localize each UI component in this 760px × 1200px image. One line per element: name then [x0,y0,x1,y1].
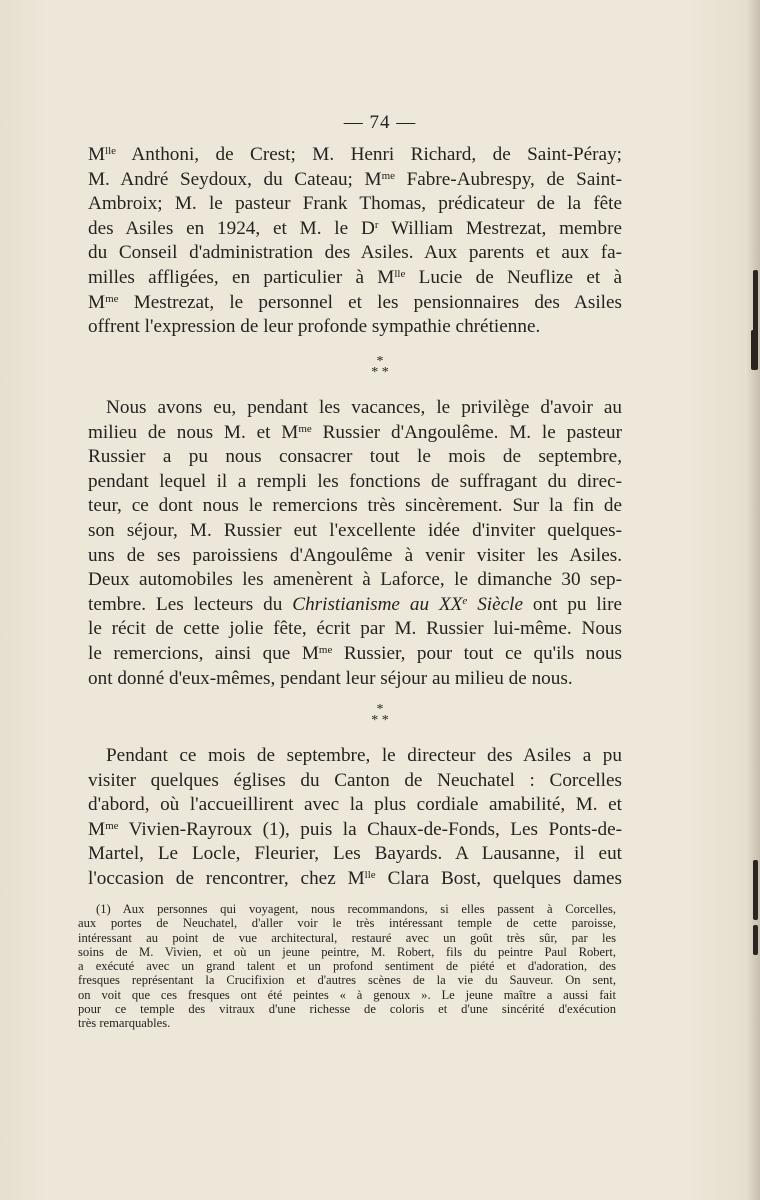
footnote-line: pour ce temple des vitraux d'une richesse de coloris et d'une sincérité d'exécution [78,1002,616,1017]
section-separator-asterism: * * * [371,354,389,380]
text-line: Nous avons eu, pendant les vacances, le privilège d'avoir au [106,397,622,418]
text-line: offrent l'expression de leur profonde sympathie chrétienne. [88,316,541,338]
paragraph-3 [88,744,622,892]
text-line: d'abord, où l'accueillirent avec la plus cordiale amabilité, M. et [88,794,622,816]
footnote-line: soins de M. Vivien, et où un jeune peintre, M. Robert, fils du peintre Paul Robert, [78,944,616,959]
text-line: ont donné d'eux-mêmes, pendant leur séjour au milieu de nous. [88,667,573,689]
text-line: teur, ce dont nous le remercions très sincèrement. Sur la fin de [88,495,622,517]
page-edge-shadow [746,0,760,1200]
page-edge-mark [753,925,758,955]
text-line: $M^{me}$ Vivien-Rayroux (1), puis la Chaux-de-Fonds, Les Ponts-de- [88,818,622,840]
text-line: Ambroix; M. le pasteur Frank Thomas, prédicateur de la fête [88,193,622,215]
page-edge-mark [753,860,758,920]
text-line: Pendant ce mois de septembre, le directeur des Asiles a pu [106,745,622,766]
footnote-line: (1) Aux personnes qui voyagent, nous recommandons, si elles passent à Corcelles, [96,902,616,916]
text-line: visiter quelques églises du Canton de Neuchatel : Corcelles [88,769,622,791]
text-line: $M^{lle}$ Anthoni, de Crest; M. Henri Richard, de Saint-Péray; [88,144,622,165]
footnote-line: a exécuté avec un grand talent et un profond sentiment de piété et d'adoration, des [78,959,616,974]
footnote [78,902,616,1031]
text-line: le récit de cette jolie fête, écrit par M. Russier lui-même. Nous [88,618,622,640]
paragraph-1 [88,143,622,340]
paragraph-2 [88,396,622,691]
footnote-line: aux portes de Neuchatel, d'aller voir le très intéressant temple de cette paroisse, [78,916,616,931]
text-line: tembre. Les lecteurs du Christianisme au XXe Siècle ont pu lire [88,593,622,615]
footnote-line: fresques représentant la Crucifixion et d'autres scènes de la vie du Sauveur. On sent, [78,973,616,988]
footnote-line: intéressant au point de vue architectural, restauré avec un goût très sûr, par les [78,930,616,945]
text-line: Russier a pu nous consacrer tout le mois de septembre, [88,446,622,468]
text-line: le remercions, ainsi que $M^{me}$ Russier, pour tout ce qu'ils nous [88,642,622,664]
text-line: son séjour, M. Russier eut l'excellente idée d'inviter quelques- [88,519,622,541]
text-line: M. André Seydoux, du Cateau; $M^{me}$ Fabre-Aubrespy, de Saint- [88,168,622,190]
text-line: milieu de nous M. et $M^{me}$ Russier d'Angoulême. M. le pasteur [88,421,622,443]
text-line: uns de ses paroissiens d'Angoulême à venir visiter les Asiles. [88,544,622,566]
text-line: pendant lequel il a rempli les fonctions de suffragant du direc- [88,470,622,492]
text-line: $M^{me}$ Mestrezat, le personnel et les pensionnaires des Asiles [88,291,622,313]
text-line: l'occasion de rencontrer, chez $M^{lle}$ Clara Bost, quelques dames [88,867,623,889]
text-line: milles affligées, en particulier à $M^{lle}$ Lucie de Neuflize et à [88,266,622,288]
footnote-line: très remarquables. [78,1016,171,1031]
section-separator-asterism: * * * [371,702,389,728]
text-line: des Asiles en 1924, et M. le $D^r$ William Mestrezat, membre [88,217,622,239]
footnote-line: on voit que ces fresques ont été peintes « à genoux ». Le jeune maître a aussi fait [78,987,616,1002]
text-line: du Conseil d'administration des Asiles. Aux parents et aux fa- [88,242,622,264]
page-number: — 74 — [343,112,417,133]
text-line: Deux automobiles les amenèrent à Laforce, le dimanche 30 sep- [88,569,622,591]
text-line: Martel, Le Locle, Fleurier, Les Bayards. A Lausanne, il eut [88,843,622,865]
